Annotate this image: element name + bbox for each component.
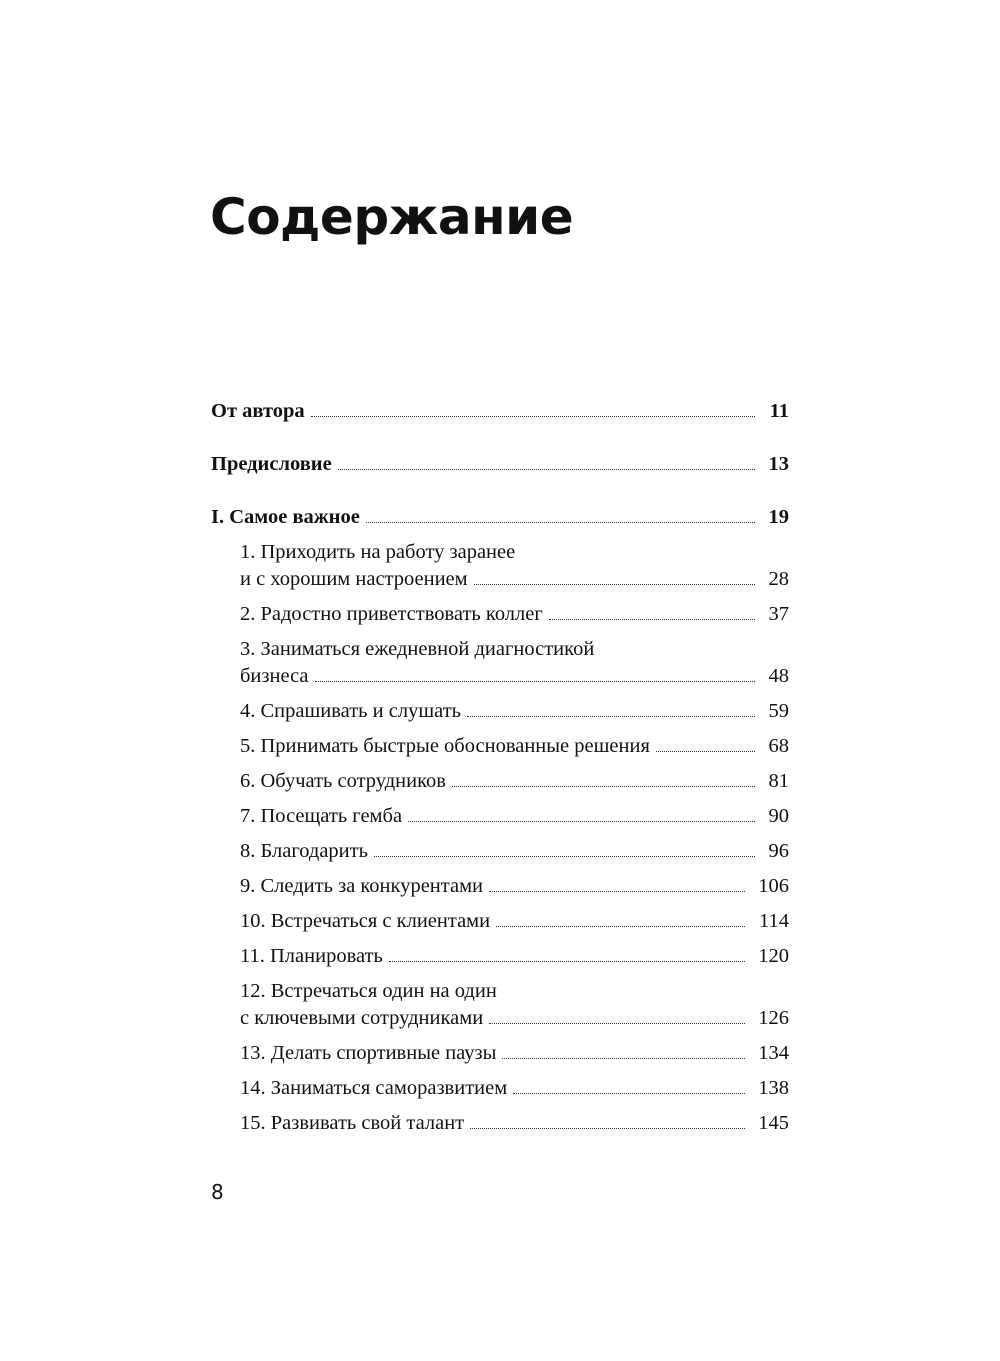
toc-entry[interactable] [211, 539, 789, 593]
toc-entry-part[interactable] [211, 451, 789, 478]
toc-entry[interactable] [211, 803, 789, 830]
toc-entry-page: 120 [758, 945, 789, 967]
toc-entry[interactable] [211, 636, 789, 690]
toc-entry[interactable] [211, 943, 789, 970]
toc-entry-label: и с хорошим настроением [240, 568, 468, 590]
toc-entry-page: 114 [759, 910, 789, 932]
toc-entry-page: 48 [768, 665, 789, 687]
toc-entry[interactable] [211, 838, 789, 865]
toc-entry-page: 138 [758, 1077, 789, 1099]
toc-entry-page: 96 [768, 840, 789, 862]
toc-entry-page: 59 [768, 700, 789, 722]
toc-entry[interactable] [211, 1110, 789, 1137]
toc-entry-label: с ключевыми сотрудниками [240, 1007, 484, 1029]
dot-leader [489, 891, 745, 892]
dot-leader [315, 681, 755, 682]
toc-entry-label: 2. Радостно приветствовать коллег [240, 603, 543, 625]
toc-entry-label: 7. Посещать гемба [240, 805, 403, 827]
dot-leader [408, 821, 755, 822]
toc-entry-label: 8. Благодарить [240, 840, 368, 862]
dot-leader [338, 469, 755, 470]
dot-leader [311, 416, 755, 417]
toc-entry-label: 4. Спрашивать и слушать [240, 700, 461, 722]
toc-entry-page: 13 [768, 453, 789, 475]
toc-entry-label: 14. Заниматься саморазвитием [240, 1077, 508, 1099]
toc-entry[interactable] [211, 908, 789, 935]
dot-leader [489, 1023, 745, 1024]
page-title: Содержание [210, 188, 574, 246]
dot-leader [474, 584, 755, 585]
toc-entry-label: 6. Обучать сотрудников [240, 770, 446, 792]
toc-entry-page: 145 [758, 1112, 789, 1134]
dot-leader [656, 751, 755, 752]
toc-entry[interactable] [211, 873, 789, 900]
toc-entry[interactable] [211, 601, 789, 628]
dot-leader [374, 856, 755, 857]
dot-leader [513, 1093, 745, 1094]
toc-entry-page: 106 [758, 875, 789, 897]
toc-entry-label-line1: 1. Приходить на работу заранее [240, 541, 516, 563]
toc-entry-label: бизнеса [240, 665, 309, 687]
dot-leader [502, 1058, 745, 1059]
toc-entry-page: 28 [768, 568, 789, 590]
toc-entry-label: 9. Следить за конкурентами [240, 875, 484, 897]
toc-entry-page: 37 [768, 603, 789, 625]
toc-entry-label: 10. Встречаться с клиентами [240, 910, 491, 932]
toc-entry-page: 126 [758, 1007, 789, 1029]
toc-entry-label: 13. Делать спортивные паузы [240, 1042, 497, 1064]
toc-entry-page: 134 [758, 1042, 789, 1064]
toc-entry[interactable] [211, 978, 789, 1032]
toc-entry-page: 68 [768, 735, 789, 757]
toc-entry[interactable] [211, 733, 789, 760]
table-of-contents [211, 398, 789, 1137]
toc-entry-label: 5. Принимать быстрые обоснованные решения [240, 735, 650, 757]
toc-entry-label-line1: 3. Заниматься ежедневной диагностикой [240, 638, 595, 660]
toc-entry[interactable] [211, 1075, 789, 1102]
toc-entry-part[interactable] [211, 504, 789, 531]
toc-entry-label: 11. Планировать [240, 945, 383, 967]
toc-entry[interactable] [211, 1040, 789, 1067]
dot-leader [467, 716, 755, 717]
toc-entry-label-line1: 12. Встречаться один на один [240, 980, 497, 1002]
toc-entry-page: 11 [769, 400, 789, 422]
page-number: 8 [211, 1180, 224, 1204]
toc-entry-label: Предисловие [211, 453, 332, 475]
toc-entry-page: 19 [768, 506, 789, 528]
toc-entry-part[interactable] [211, 398, 789, 425]
toc-entry-page: 90 [768, 805, 789, 827]
dot-leader [452, 786, 755, 787]
toc-entry-label: От автора [211, 400, 305, 422]
dot-leader [366, 522, 755, 523]
toc-entry[interactable] [211, 698, 789, 725]
toc-entry[interactable] [211, 768, 789, 795]
dot-leader [549, 619, 755, 620]
toc-entry-label: 15. Развивать свой талант [240, 1112, 465, 1134]
dot-leader [470, 1128, 745, 1129]
dot-leader [389, 961, 745, 962]
toc-entry-label: I. Самое важное [211, 506, 360, 528]
toc-entry-page: 81 [768, 770, 789, 792]
dot-leader [496, 926, 745, 927]
